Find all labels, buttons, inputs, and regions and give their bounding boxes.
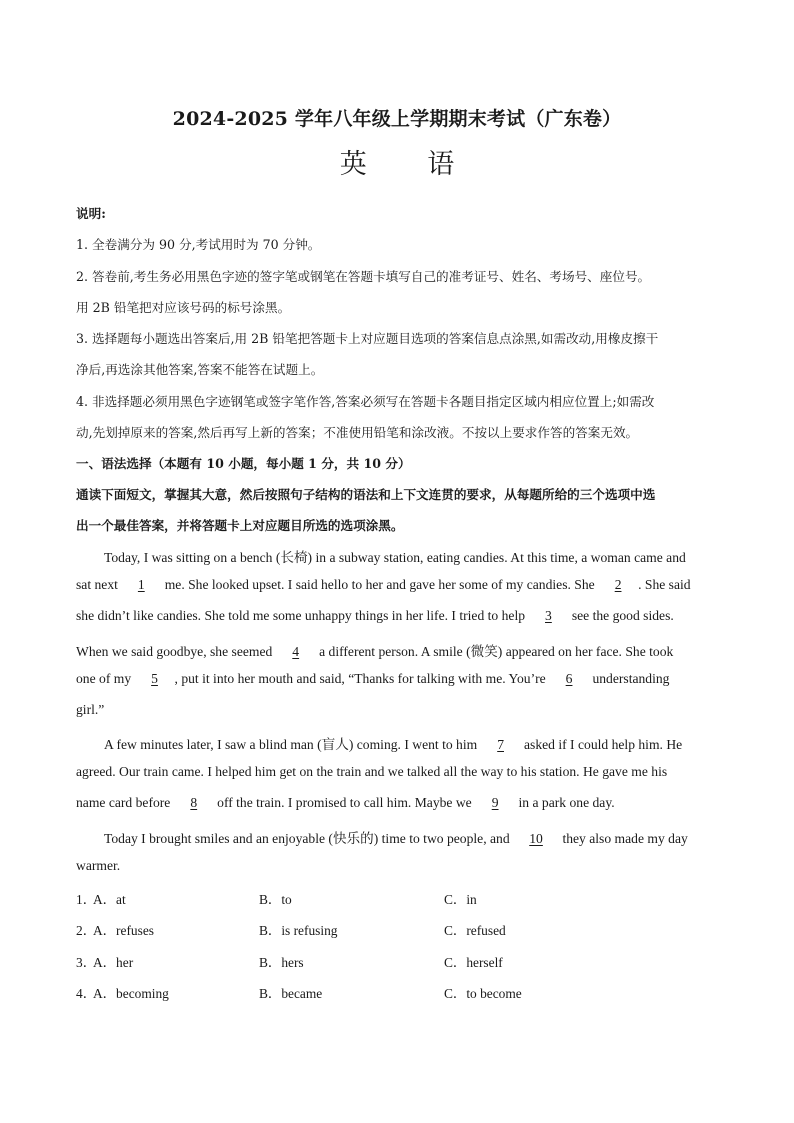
instruction-line: 4. 非选择题必须用黑色字迹钢笔或签字笔作答,答案必须写在答题卡各题目指定区域内相应位置上;如需改 xyxy=(76,394,655,409)
option-b: B．hers xyxy=(259,955,304,970)
section-directions: 通读下面短文，掌握其大意，然后按照句子结构的语法和上下文连贯的要求，从每题所给的三个选项中选 xyxy=(76,487,656,502)
option-b: B．became xyxy=(259,986,323,1001)
answer-blank: 7 xyxy=(497,737,504,752)
answer-blank: 2 xyxy=(614,577,622,592)
section-directions: 出一个最佳答案，并将答题卡上对应题目所选的选项涂黑。 xyxy=(76,518,404,533)
passage-line: Today, I was sitting on a bench (长椅) in a subway station, eating candies. At this time, a woman came and xyxy=(104,550,686,565)
option-c: C．herself xyxy=(444,955,503,970)
passage-line xyxy=(76,577,691,593)
option-a: A．refuses xyxy=(93,923,154,938)
question-number: 1． xyxy=(76,892,97,907)
passage-text: she didn’t like candies. She told me some unhappy things in her life. I tried to help xyxy=(76,608,529,623)
passage-text: A few minutes later, I saw a blind man (盲人) coming. I went to him xyxy=(104,737,481,752)
option-a: A．at xyxy=(93,892,126,907)
passage-text: . She said xyxy=(638,577,691,592)
option-c: C．to become xyxy=(444,986,522,1001)
exam-title: 2024-2025 学年八年级上学期期末考试（广东卷） xyxy=(172,108,622,130)
answer-blank: 8 xyxy=(190,795,198,810)
passage-line: girl.” xyxy=(76,702,105,717)
answer-blank: 1 xyxy=(137,577,145,592)
option-c: C．refused xyxy=(444,923,506,938)
answer-blank: 10 xyxy=(529,831,543,846)
instruction-line: 3. 选择题每小题选出答案后,用 2B 铅笔把答题卡上对应题目选项的答案信息点涂黑,如需改动,用橡皮擦干 xyxy=(76,331,659,346)
option-c: C．in xyxy=(444,892,477,907)
answer-blank: 5 xyxy=(151,671,158,686)
passage-text: they also made my day xyxy=(559,831,688,846)
question-row xyxy=(76,920,716,938)
passage-text: me. She looked upset. I said hello to her and gave her some of my candies. She xyxy=(161,577,599,592)
answer-blank: 6 xyxy=(565,671,573,686)
passage-text: understanding xyxy=(589,671,670,686)
question-number: 4． xyxy=(76,986,97,1001)
option-b: B．is refusing xyxy=(259,923,338,938)
answer-blank: 9 xyxy=(491,795,499,810)
question-row xyxy=(76,952,716,970)
instruction-line: 2. 答卷前,考生务必用黑色字迹的签字笔或钢笔在答题卡填写自己的准考证号、姓名、考场号、座位号。 xyxy=(76,269,651,284)
option-a: A．her xyxy=(93,955,134,970)
passage-text: see the good sides. xyxy=(568,608,674,623)
question-row xyxy=(76,889,716,907)
passage-text: name card before xyxy=(76,795,174,810)
passage-text: Today I brought smiles and an enjoyable (快乐的) time to two people, and xyxy=(104,831,514,846)
answer-blank: 4 xyxy=(292,644,300,659)
instructions-heading: 说明: xyxy=(76,206,106,221)
question-row xyxy=(76,983,716,1001)
passage-text: in a park one day. xyxy=(515,795,615,810)
answer-blank: 3 xyxy=(545,608,552,623)
question-number: 2． xyxy=(76,923,97,938)
passage-text: asked if I could help him. He xyxy=(520,737,683,752)
passage-text: one of my xyxy=(76,671,135,686)
option-b: B．to xyxy=(259,892,292,907)
passage-text: , put it into her mouth and said, “Thanks for talking with me. You’re xyxy=(174,671,550,686)
passage-line: agreed. Our train came. I helped him get on the train and we talked all the way to his station. He gave me his xyxy=(76,764,668,779)
instruction-line: 动,先划掉原来的答案,然后再写上新的答案；不准使用铅笔和涂改液。不按以上要求作答的答案无效。 xyxy=(76,425,639,440)
option-a: A．becoming xyxy=(93,986,169,1001)
passage-text: a different person. A smile (微笑) appeared on her face. She took xyxy=(315,644,674,659)
passage-line: warmer. xyxy=(76,858,121,873)
passage-text: sat next xyxy=(76,577,122,592)
subject-title: 英 语 xyxy=(339,149,481,180)
passage-text: When we said goodbye, she seemed xyxy=(76,644,276,659)
passage-line xyxy=(76,795,615,811)
passage-line xyxy=(104,827,688,847)
section-heading: 一、语法选择（本题有 10 小题，每小题 1 分，共 10 分） xyxy=(76,456,411,471)
passage-text: off the train. I promised to call him. Maybe we xyxy=(213,795,476,810)
instruction-line: 用 2B 铅笔把对应该号码的标号涂黑。 xyxy=(76,300,291,315)
passage-line xyxy=(76,671,669,687)
passage-line xyxy=(76,608,674,624)
instruction-line: 1. 全卷满分为 90 分,考试用时为 70 分钟。 xyxy=(76,237,321,252)
passage-line xyxy=(76,640,673,660)
question-number: 3． xyxy=(76,955,97,970)
instruction-line: 净后,再选涂其他答案,答案不能答在试题上。 xyxy=(76,362,324,377)
passage-line xyxy=(104,733,682,753)
